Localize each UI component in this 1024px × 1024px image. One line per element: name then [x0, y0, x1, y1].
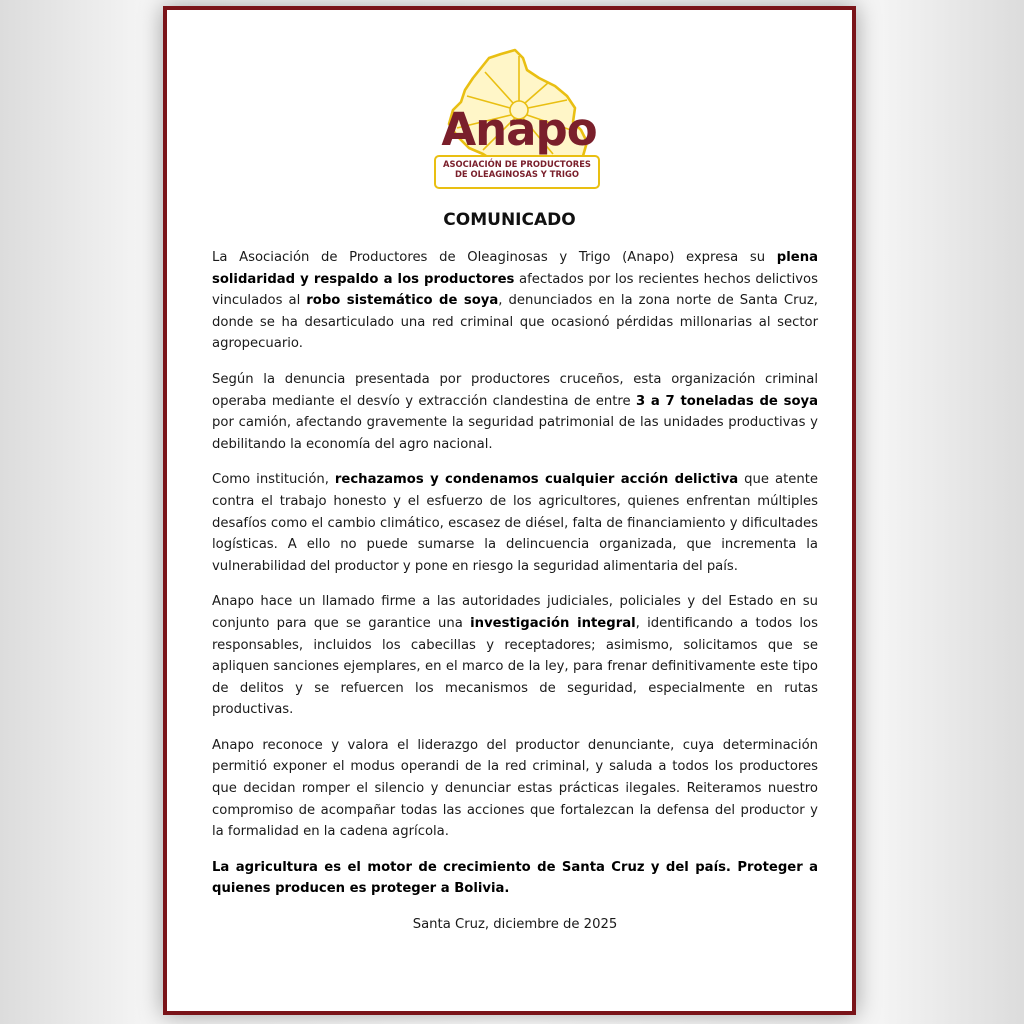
- p2-text-a: Según la denuncia presentada por productores cruceños, esta organización criminal operaba mediante el desvío y extracción clandestina de entre: [212, 371, 818, 409]
- p3-text-a: Como institución,: [212, 472, 335, 488]
- paragraph-5: Anapo reconoce y valora el liderazgo del productor denunciante, cuya determinación permitió exponer el modus operandi de la red criminal, y saluda a todos los productores que decidan romper el silencio y denunciar estas prácticas ilegales. Reiteramos nuestro compromiso de acompañar todas las acciones que fortalezcan la defensa del productor y la formalidad en la cadena agrícola.: [212, 737, 818, 840]
- paragraph-3: [212, 469, 818, 577]
- closing-statement: [212, 857, 818, 900]
- p4-text-a: Anapo hace un llamado firme a las autoridades judiciales, policiales y del Estado en su conjunto para que se garantice una: [212, 594, 818, 631]
- p1-bold-d: robo sistemático de soya: [306, 293, 499, 309]
- p3-bold-b: rechazamos y condenamos cualquier acción delictiva: [334, 472, 739, 488]
- p1-text-a: La Asociación de Productores de Oleaginosas y Trigo (Anapo) expresa su: [212, 250, 777, 265]
- closing-bold: La agricultura es el motor de crecimiento de Santa Cruz y del país. Proteger a quienes producen es proteger a Bolivia.: [212, 859, 818, 897]
- p4-text-c: , identificando a todos los responsables, incluidos los cabecillas y receptadores; asimismo, solicitamos que se apliquen sanciones ejemplares, en el marco de la ley, para frenar definitivamente este tipo de delitos y se refuercen los mecanismos de seguridad, especialmente en rutas productivas.: [212, 615, 818, 718]
- communique-body: [212, 247, 818, 936]
- p1-text-e: , denunciados en la zona norte de Santa Cruz, donde se ha desarticulado una red criminal que ocasionó pérdidas millonarias al sector agropecuario.: [212, 293, 818, 352]
- paragraph-4: [212, 591, 818, 721]
- logo-subtitle-line-2: DE OLEAGINOSAS Y TRIGO: [454, 169, 580, 179]
- logo-wordmark: Anapo: [441, 103, 597, 156]
- p4-bold-b: investigación integral: [470, 615, 636, 631]
- p3-text-c: que atente contra el trabajo honesto y el esfuerzo de los agricultores, quienes enfrentan múltiples desafíos como el cambio climático, escasez de diésel, falta de financiamiento y dificultades logísticas. A ello no puede sumarse la delincuencia organizada, que incrementa la vulnerabilidad del productor y pone en riesgo la seguridad alimentaria del país.: [212, 472, 819, 574]
- place-date-signature: Santa Cruz, diciembre de 2025: [412, 917, 618, 933]
- p2-bold-b: 3 a 7 toneladas de soya: [636, 393, 818, 409]
- logo-subtitle: [435, 159, 599, 179]
- paragraph-1: [212, 247, 818, 355]
- document-title: COMUNICADO: [443, 210, 576, 230]
- communique-sheet: [163, 6, 856, 1015]
- p1-bold-b: plena solidaridad y respaldo a los productores: [212, 250, 818, 287]
- p2-text-c: por camión, afectando gravemente la seguridad patrimonial de las unidades productivas y debilitando la economía del agro nacional.: [212, 415, 818, 452]
- paragraph-2: [212, 369, 818, 455]
- logo-subtitle-line-1: ASOCIACIÓN DE PRODUCTORES: [443, 159, 591, 169]
- p1-text-c: afectados por los recientes hechos delictivos vinculados al: [212, 271, 818, 309]
